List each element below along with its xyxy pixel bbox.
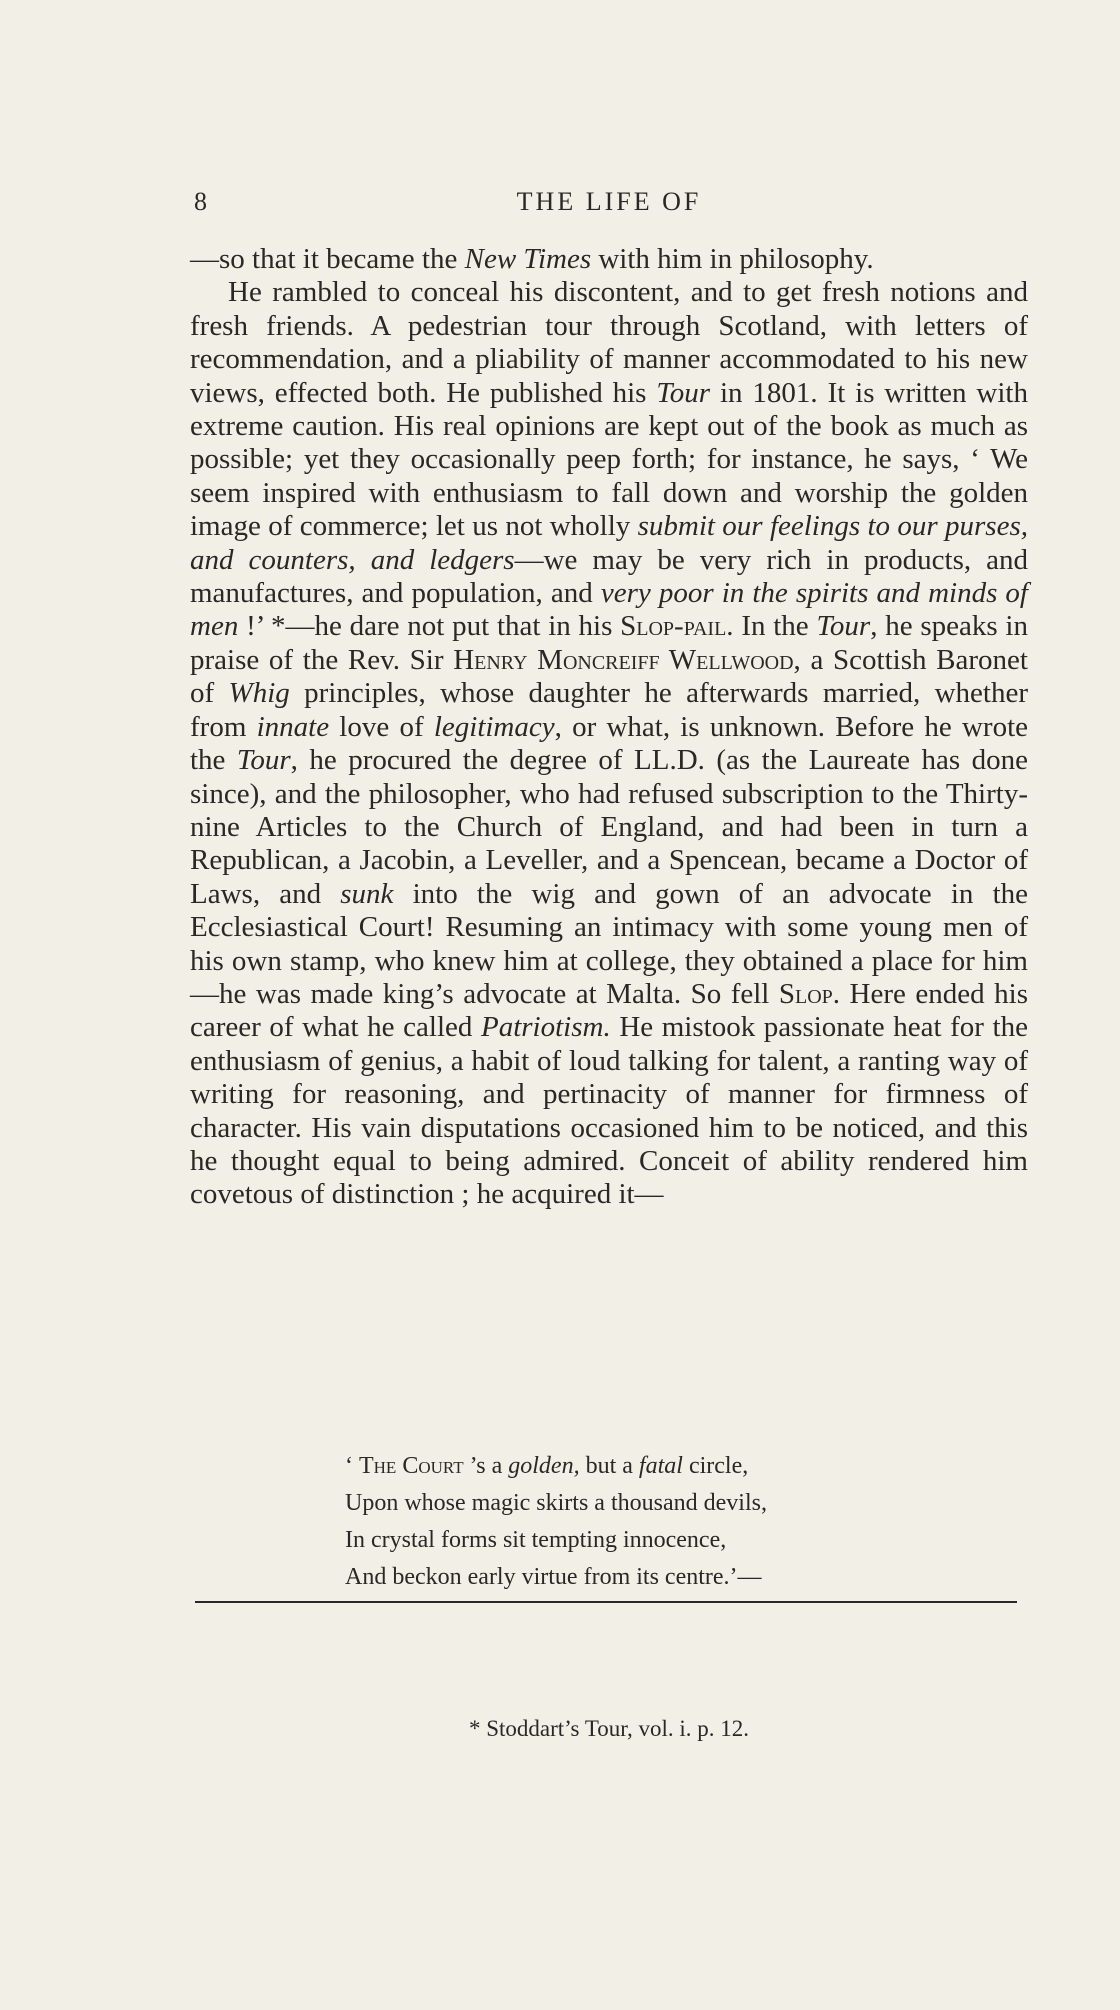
verse-line: ‘ The Court ’s a golden, but a fatal circle, bbox=[345, 1453, 749, 1479]
paragraph-main: He rambled to conceal his discontent, and to get fresh notions and fresh friends. A pedestrian tour through Scotland, with letters of recommendation, and a pliability of manner accommodated to his new views, effected both. He published his Tour in 1801. It is written with extreme caution. His real opinions are kept out of the book as much as possible; yet they occasionally peep forth; for instance, he says, ‘ We seem inspired with enthusiasm to fall down and worship the golden image of commerce; let us not wholly submit our feelings to our purses, and counters, and ledgers—we may be very rich in products, and manufactures, and population, and very poor in the spirits and minds of men !’ *—he dare not put that in his Slop-pail. In the Tour, he speaks in praise of the Rev. Sir Henry Moncreiff Wellwood, a Scottish Baronet of Whig principles, whose daughter he afterwards married, whether from innate love of legitimacy, or what, is unknown. Before he wrote the Tour, he procured the degree of LL.D. (as the Laureate has done since), and the philosopher, who had refused subscription to the Thirty-nine Articles to the Church of England, and had been in turn a Republican, a Jacobin, a Leveller, and a Spencean, became a Doctor of Laws, and sunk into the wig and gown of an advocate in the Ecclesiastical Court! Resuming an intimacy with some young men of his own stamp, who knew him at college, they obtained a place for him—he was made king’s advocate at Malta. So fell Slop. Here ended his career of what he called Patriotism. He mistook passionate heat for the enthusiasm of genius, a habit of loud talking for talent, a ranting way of writing for reasoning, and pertinacity of manner for firmness of character. His vain disputations occasioned him to be noticed, and this he thought equal to being admired. Conceit of ability rendered him covetous of distinction ; he acquired it— bbox=[190, 276, 1029, 1211]
verse-line: Upon whose magic skirts a thousand devils, bbox=[345, 1490, 767, 1516]
verse-line: In crystal forms sit tempting innocence, bbox=[345, 1527, 727, 1553]
footnote-text: * Stoddart’s Tour, vol. i. p. 12. bbox=[468, 1716, 750, 1741]
verse-line: And beckon early virtue from its centre.’— bbox=[345, 1564, 762, 1590]
verse-quotation bbox=[345, 1448, 965, 1596]
page-number: 8 bbox=[194, 187, 208, 216]
paragraph-continuation: —so that it became the New Times with him in philosophy. bbox=[190, 243, 874, 275]
footnote-rule bbox=[195, 1601, 1017, 1603]
body-text bbox=[190, 243, 1028, 1212]
page-header bbox=[190, 183, 1028, 223]
running-title: THE LIFE OF bbox=[516, 187, 702, 216]
